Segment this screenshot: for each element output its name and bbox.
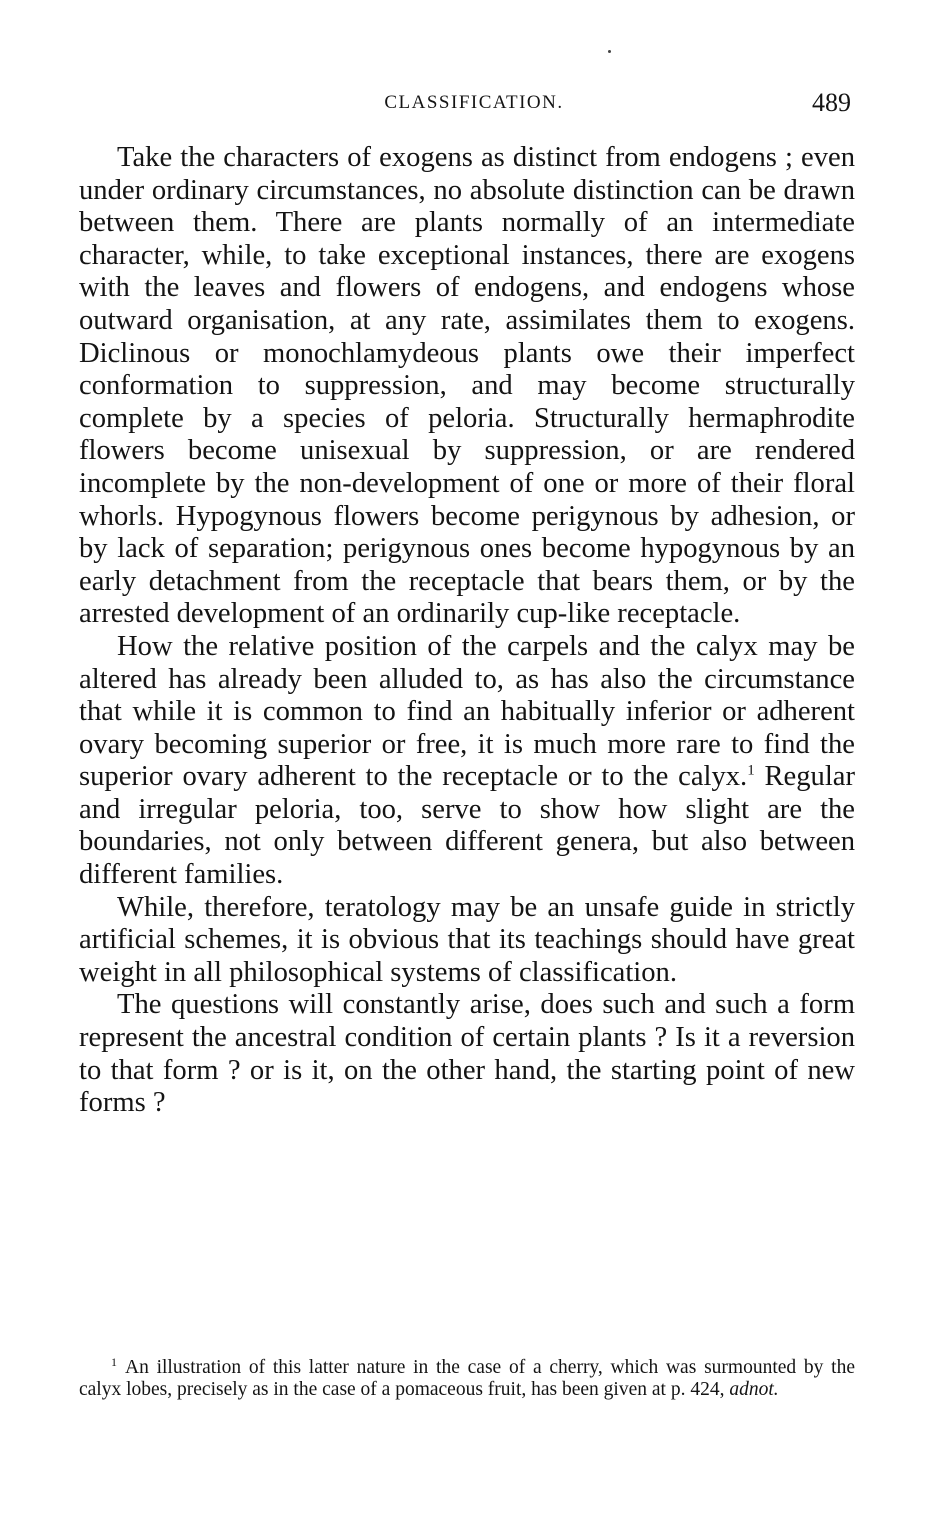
print-speck	[608, 50, 611, 53]
paragraph	[79, 631, 855, 892]
paragraph-text: Regular and irregular peloria, too, serve to show how slight are the boundaries, not only between different genera, but also between different families.	[79, 761, 855, 891]
paragraph: While, therefore, teratology may be an unsafe guide in strictly artificial schemes, it is obvious that its teachings should have great weight in all philosophical systems of classification.	[79, 891, 855, 988]
footnote-italic: adnot.	[729, 1379, 779, 1400]
paragraph: Take the characters of exogens as distinct from endogens ; even under ordinary circumstances, no absolute distinction can be drawn between them. There are plants normally of an intermediate character, while, to take exceptional instances, there are exogens with the leaves and flowers of endogens, and endogens whose outward organisation, at any rate, assimilates them to exogens. Diclinous or monochlamydeous plants owe their imperfect conformation to suppression, and may become structurally complete by a species of peloria. Structurally hermaphrodite flowers become unisexual by suppression, or are rendered incomplete by the non-development of one or more of their floral whorls. Hypogynous flowers become perigynous by adhesion, or by lack of separation; perigynous ones become hypogynous by an early detachment from the receptacle that bears them, or by the arrested development of an ordinarily cup-like receptacle.	[79, 142, 855, 630]
main-text	[79, 142, 855, 1120]
footnote-text: An illustration of this latter nature in the case of a cherry, which was surmounted by the calyx lobes, precisely as in the case of a pomaceous fruit, has been given at p. 424,	[79, 1357, 855, 1400]
paragraph: The questions will constantly arise, does such and such a form represent the ancestral condition of certain plants ? Is it a reversion to that form ? or is it, on the other hand, the starting point of new forms ?	[79, 989, 855, 1119]
page-header	[79, 88, 855, 118]
footnote-paragraph	[79, 1354, 855, 1401]
footnote	[79, 1354, 855, 1401]
page-number: 489	[812, 88, 851, 117]
paragraph-text: How the relative position of the carpels and the calyx may be altered has already been alluded to, as has also the circumstance that while it is common to find an habitually inferior or adherent ovary becoming superior or free, it is much more rare to find the superior ovary adherent to the receptacle or to the calyx.	[79, 630, 855, 793]
footnote-reference: 1	[747, 762, 755, 779]
running-head: CLASSIFICATION.	[384, 92, 564, 113]
footnote-mark: 1	[111, 1354, 117, 1369]
